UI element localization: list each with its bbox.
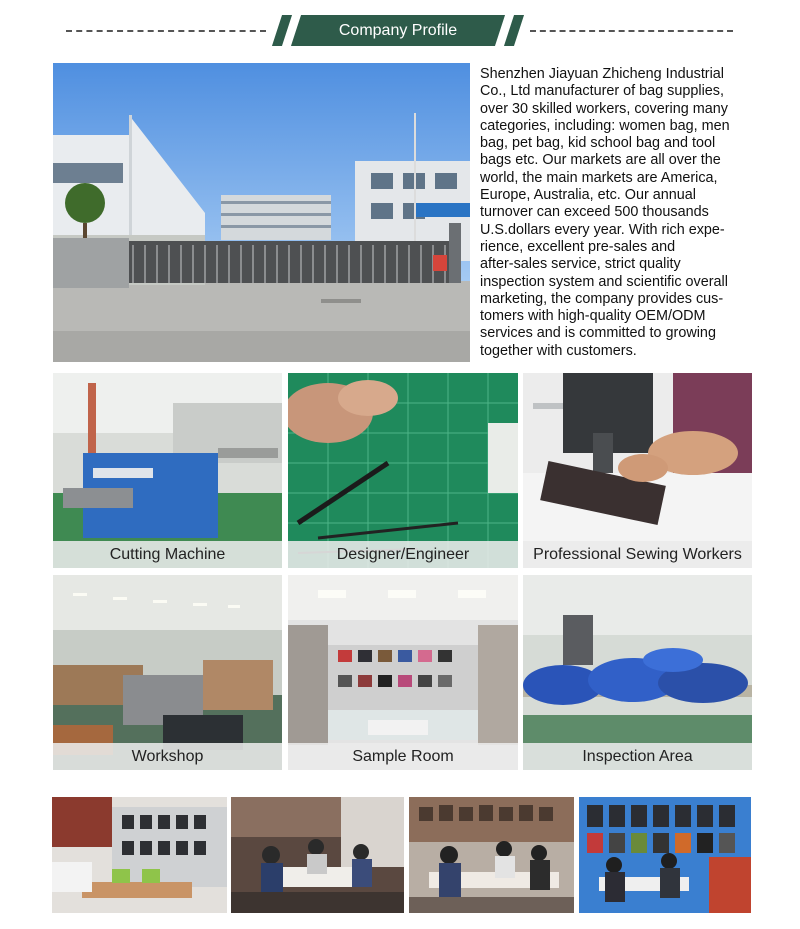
photo-caption: Inspection Area [523, 743, 752, 770]
meeting-room-photo [231, 797, 404, 913]
photo-caption: Designer/Engineer [288, 541, 518, 568]
showroom-photo [52, 797, 227, 913]
description-line: tomers with high-quality OEM/ODM [480, 308, 706, 325]
description-line: inspection system and scientific overall [480, 273, 728, 290]
description-line: over 30 skilled workers, covering many [480, 100, 728, 117]
description-line: bag, pet bag, kid school bag and tool [480, 135, 716, 152]
description-line: after-sales service, strict quality [480, 256, 681, 273]
description-line: services and is committed to growing [480, 325, 716, 342]
designer-engineer-photo [288, 373, 518, 568]
description-line: U.S.dollars every year. With rich expe- [480, 221, 725, 238]
company-description [480, 66, 770, 360]
photo-caption: Cutting Machine [53, 541, 282, 568]
description-line: Shenzhen Jiayuan Zhicheng Industrial [480, 66, 725, 82]
description-line: Europe, Australia, etc. Our annual [480, 187, 696, 204]
description-line: marketing, the company provides cus- [480, 290, 724, 307]
section-title: Company Profile [338, 22, 458, 39]
client-visit-photo [409, 797, 574, 913]
description-line: Co., Ltd manufacturer of bag supplies, [480, 83, 724, 100]
workshop-photo [53, 575, 282, 770]
inspection-area-photo [523, 575, 752, 770]
header-accent-right [504, 15, 524, 46]
section-header [0, 0, 800, 60]
description-line: rience, excellent pre-sales and [480, 238, 676, 255]
cutting-machine-photo [53, 373, 282, 568]
description-line: world, the main markets are America, [480, 169, 718, 186]
description-line: bags etc. Our markets are all over the [480, 152, 721, 169]
description-line: categories, including: women bag, men [480, 117, 730, 134]
photo-caption: Sample Room [288, 743, 518, 770]
description-line: together with customers. [480, 342, 637, 359]
header-divider-left [66, 30, 266, 32]
factory-exterior-photo [53, 63, 470, 362]
photo-caption: Workshop [53, 743, 282, 770]
header-accent-left [272, 15, 292, 46]
photo-caption: Professional Sewing Workers [523, 541, 752, 568]
backpack-showroom-photo [579, 797, 751, 913]
description-line: turnover can exceed 500 thousands [480, 204, 709, 221]
sample-room-photo [288, 575, 518, 770]
sewing-workers-photo [523, 373, 752, 568]
header-divider-right [530, 30, 733, 32]
